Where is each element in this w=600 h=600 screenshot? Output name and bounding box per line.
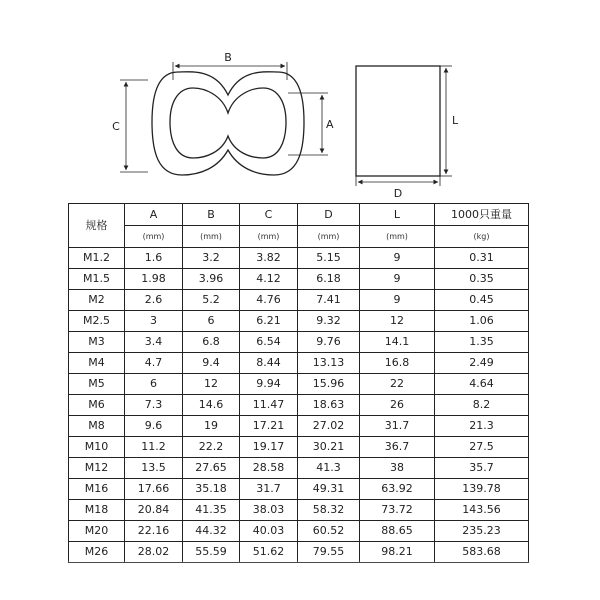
value-cell: 3 bbox=[125, 311, 183, 332]
header-c: C bbox=[240, 204, 298, 226]
value-cell: 51.62 bbox=[240, 542, 298, 563]
value-cell: 1.6 bbox=[125, 248, 183, 269]
table-row bbox=[69, 437, 529, 458]
value-cell: 139.78 bbox=[435, 479, 529, 500]
spec-cell: M8 bbox=[69, 416, 125, 437]
value-cell: 9.32 bbox=[298, 311, 360, 332]
value-cell: 7.41 bbox=[298, 290, 360, 311]
table-row bbox=[69, 479, 529, 500]
value-cell: 3.96 bbox=[183, 269, 240, 290]
table-row bbox=[69, 395, 529, 416]
value-cell: 8.2 bbox=[435, 395, 529, 416]
value-cell: 11.2 bbox=[125, 437, 183, 458]
value-cell: 49.31 bbox=[298, 479, 360, 500]
value-cell: 27.5 bbox=[435, 437, 529, 458]
value-cell: 12 bbox=[360, 311, 435, 332]
label-l: L bbox=[452, 114, 459, 127]
value-cell: 35.7 bbox=[435, 458, 529, 479]
table-row bbox=[69, 332, 529, 353]
unit-d: (mm) bbox=[298, 226, 360, 248]
value-cell: 3.82 bbox=[240, 248, 298, 269]
value-cell: 12 bbox=[183, 374, 240, 395]
spec-cell: M16 bbox=[69, 479, 125, 500]
value-cell: 38.03 bbox=[240, 500, 298, 521]
table-row bbox=[69, 500, 529, 521]
table-row bbox=[69, 353, 529, 374]
header-d: D bbox=[298, 204, 360, 226]
value-cell: 98.21 bbox=[360, 542, 435, 563]
table-row bbox=[69, 248, 529, 269]
ferrule-side-view bbox=[356, 66, 440, 176]
spec-cell: M1.2 bbox=[69, 248, 125, 269]
value-cell: 6.18 bbox=[298, 269, 360, 290]
value-cell: 1.98 bbox=[125, 269, 183, 290]
table-row bbox=[69, 311, 529, 332]
value-cell: 27.02 bbox=[298, 416, 360, 437]
value-cell: 4.12 bbox=[240, 269, 298, 290]
value-cell: 14.1 bbox=[360, 332, 435, 353]
table-body bbox=[69, 248, 529, 563]
header-weight: 1000只重量 bbox=[435, 204, 529, 226]
value-cell: 73.72 bbox=[360, 500, 435, 521]
value-cell: 7.3 bbox=[125, 395, 183, 416]
label-b: B bbox=[224, 51, 232, 64]
value-cell: 9.6 bbox=[125, 416, 183, 437]
value-cell: 4.7 bbox=[125, 353, 183, 374]
label-d: D bbox=[393, 187, 403, 200]
value-cell: 583.68 bbox=[435, 542, 529, 563]
header-l: L bbox=[360, 204, 435, 226]
value-cell: 22.2 bbox=[183, 437, 240, 458]
value-cell: 2.49 bbox=[435, 353, 529, 374]
table-row bbox=[69, 374, 529, 395]
value-cell: 17.66 bbox=[125, 479, 183, 500]
unit-l: (mm) bbox=[360, 226, 435, 248]
header-b: B bbox=[183, 204, 240, 226]
header-spec: 规格 bbox=[69, 204, 125, 248]
spec-cell: M26 bbox=[69, 542, 125, 563]
value-cell: 79.55 bbox=[298, 542, 360, 563]
value-cell: 14.6 bbox=[183, 395, 240, 416]
spec-cell: M2.5 bbox=[69, 311, 125, 332]
value-cell: 3.2 bbox=[183, 248, 240, 269]
value-cell: 41.3 bbox=[298, 458, 360, 479]
spec-cell: M20 bbox=[69, 521, 125, 542]
value-cell: 41.35 bbox=[183, 500, 240, 521]
dimension-b bbox=[173, 62, 287, 80]
header-a: A bbox=[125, 204, 183, 226]
spec-cell: M6 bbox=[69, 395, 125, 416]
value-cell: 36.7 bbox=[360, 437, 435, 458]
value-cell: 6 bbox=[183, 311, 240, 332]
value-cell: 22.16 bbox=[125, 521, 183, 542]
value-cell: 1.06 bbox=[435, 311, 529, 332]
value-cell: 9.76 bbox=[298, 332, 360, 353]
table-row bbox=[69, 269, 529, 290]
unit-weight: (kg) bbox=[435, 226, 529, 248]
unit-b: (mm) bbox=[183, 226, 240, 248]
value-cell: 143.56 bbox=[435, 500, 529, 521]
unit-a: (mm) bbox=[125, 226, 183, 248]
value-cell: 11.47 bbox=[240, 395, 298, 416]
value-cell: 31.7 bbox=[360, 416, 435, 437]
table-row bbox=[69, 521, 529, 542]
table-header bbox=[69, 204, 529, 248]
dimension-l bbox=[440, 66, 452, 176]
value-cell: 13.5 bbox=[125, 458, 183, 479]
value-cell: 63.92 bbox=[360, 479, 435, 500]
value-cell: 19 bbox=[183, 416, 240, 437]
value-cell: 5.2 bbox=[183, 290, 240, 311]
spec-cell: M4 bbox=[69, 353, 125, 374]
value-cell: 28.58 bbox=[240, 458, 298, 479]
value-cell: 40.03 bbox=[240, 521, 298, 542]
ferrule-technical-drawing bbox=[0, 0, 600, 200]
dimension-d bbox=[356, 176, 440, 186]
value-cell: 31.7 bbox=[240, 479, 298, 500]
value-cell: 60.52 bbox=[298, 521, 360, 542]
value-cell: 13.13 bbox=[298, 353, 360, 374]
value-cell: 26 bbox=[360, 395, 435, 416]
value-cell: 4.76 bbox=[240, 290, 298, 311]
label-c: C bbox=[112, 120, 120, 133]
label-a: A bbox=[326, 118, 334, 131]
spec-cell: M1.5 bbox=[69, 269, 125, 290]
value-cell: 20.84 bbox=[125, 500, 183, 521]
value-cell: 8.44 bbox=[240, 353, 298, 374]
value-cell: 38 bbox=[360, 458, 435, 479]
value-cell: 27.65 bbox=[183, 458, 240, 479]
value-cell: 0.35 bbox=[435, 269, 529, 290]
value-cell: 1.35 bbox=[435, 332, 529, 353]
value-cell: 0.31 bbox=[435, 248, 529, 269]
value-cell: 4.64 bbox=[435, 374, 529, 395]
value-cell: 9.94 bbox=[240, 374, 298, 395]
value-cell: 3.4 bbox=[125, 332, 183, 353]
value-cell: 2.6 bbox=[125, 290, 183, 311]
value-cell: 6.54 bbox=[240, 332, 298, 353]
value-cell: 55.59 bbox=[183, 542, 240, 563]
value-cell: 9.4 bbox=[183, 353, 240, 374]
spec-cell: M3 bbox=[69, 332, 125, 353]
spec-cell: M5 bbox=[69, 374, 125, 395]
bottom-fade bbox=[60, 560, 540, 574]
value-cell: 28.02 bbox=[125, 542, 183, 563]
value-cell: 9 bbox=[360, 290, 435, 311]
value-cell: 9 bbox=[360, 269, 435, 290]
value-cell: 30.21 bbox=[298, 437, 360, 458]
spec-cell: M2 bbox=[69, 290, 125, 311]
value-cell: 58.32 bbox=[298, 500, 360, 521]
spec-cell: M10 bbox=[69, 437, 125, 458]
value-cell: 21.3 bbox=[435, 416, 529, 437]
unit-c: (mm) bbox=[240, 226, 298, 248]
dimension-a bbox=[288, 93, 328, 155]
value-cell: 88.65 bbox=[360, 521, 435, 542]
value-cell: 16.8 bbox=[360, 353, 435, 374]
value-cell: 6.21 bbox=[240, 311, 298, 332]
value-cell: 44.32 bbox=[183, 521, 240, 542]
table-row bbox=[69, 416, 529, 437]
value-cell: 6.8 bbox=[183, 332, 240, 353]
spec-cell: M12 bbox=[69, 458, 125, 479]
specification-table bbox=[68, 203, 529, 563]
ferrule-front-view bbox=[152, 72, 304, 175]
spec-cell: M18 bbox=[69, 500, 125, 521]
dimension-c bbox=[120, 80, 148, 172]
value-cell: 15.96 bbox=[298, 374, 360, 395]
value-cell: 19.17 bbox=[240, 437, 298, 458]
value-cell: 22 bbox=[360, 374, 435, 395]
value-cell: 9 bbox=[360, 248, 435, 269]
value-cell: 17.21 bbox=[240, 416, 298, 437]
value-cell: 6 bbox=[125, 374, 183, 395]
value-cell: 35.18 bbox=[183, 479, 240, 500]
value-cell: 235.23 bbox=[435, 521, 529, 542]
value-cell: 5.15 bbox=[298, 248, 360, 269]
table-row bbox=[69, 290, 529, 311]
table-row bbox=[69, 458, 529, 479]
value-cell: 0.45 bbox=[435, 290, 529, 311]
value-cell: 18.63 bbox=[298, 395, 360, 416]
